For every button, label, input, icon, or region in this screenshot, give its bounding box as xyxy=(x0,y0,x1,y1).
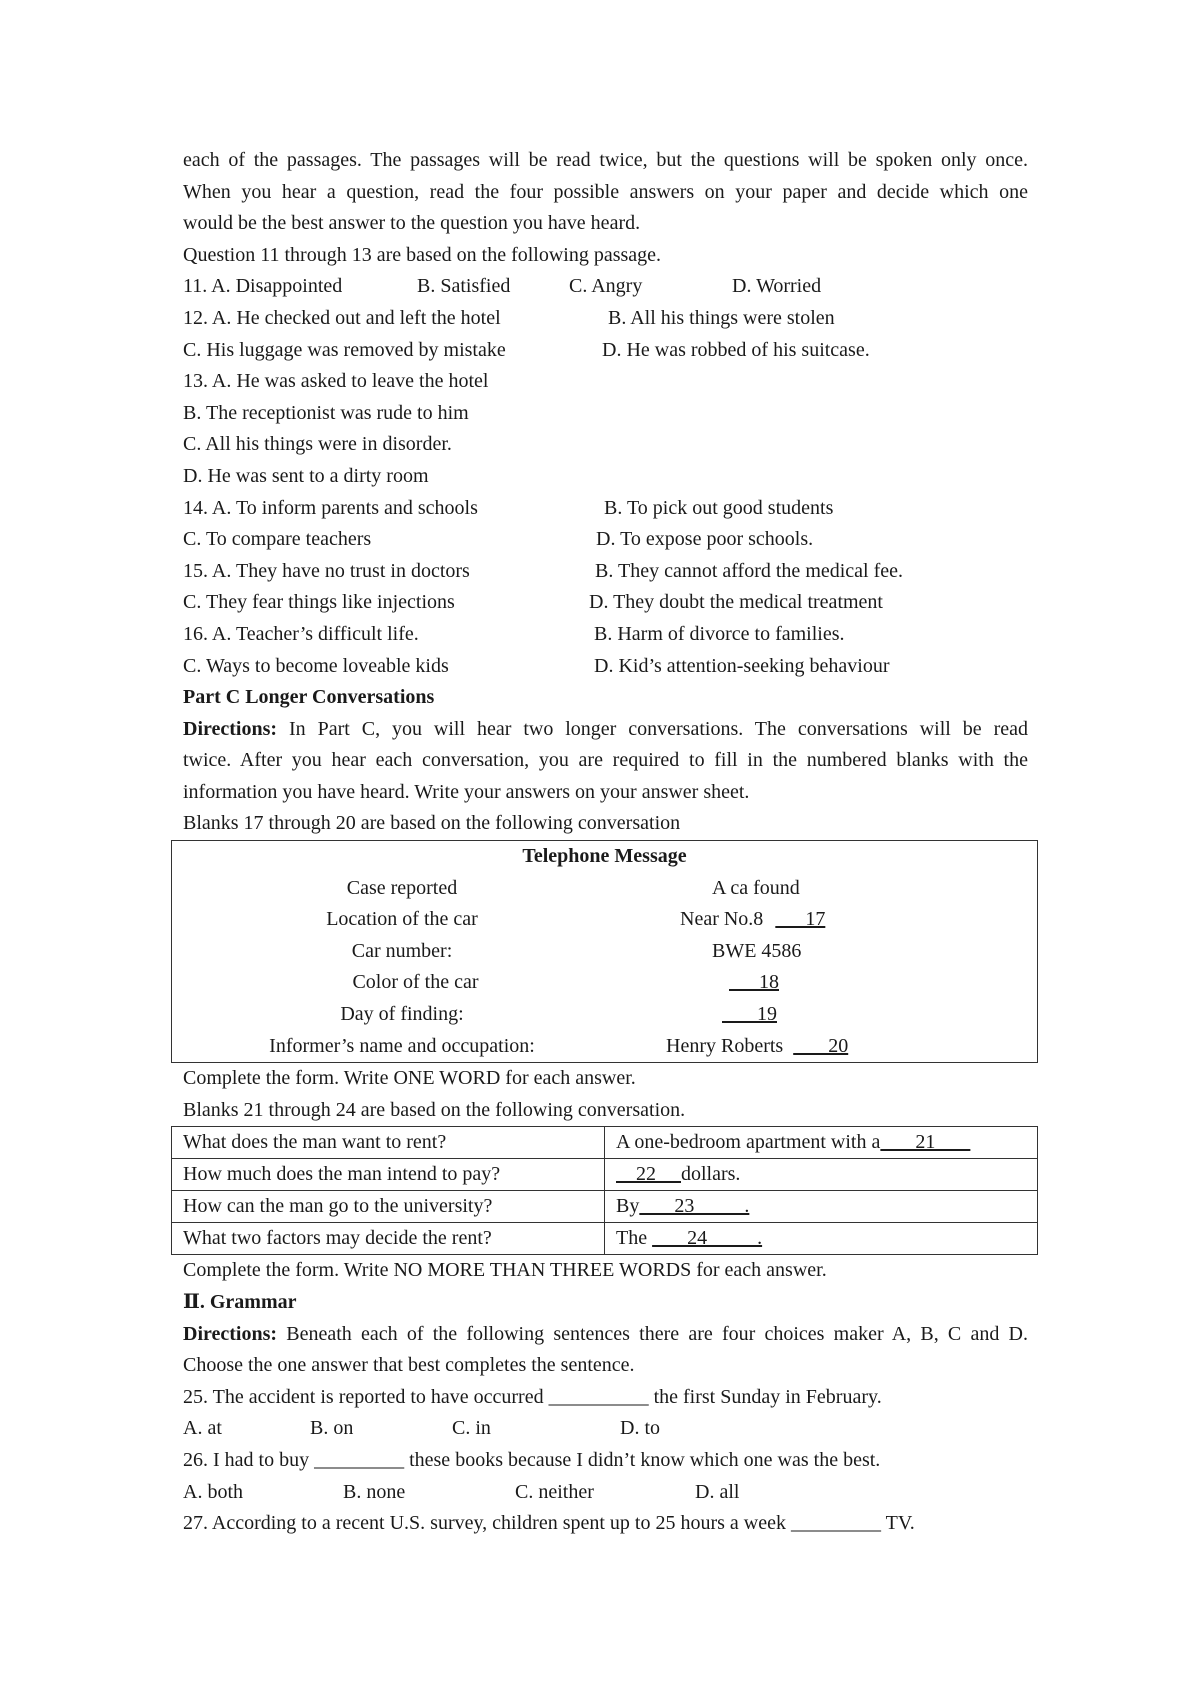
q13-option-a: 13. A. He was asked to leave the hotel xyxy=(183,370,489,393)
q12-option-a: 12. A. He checked out and left the hotel xyxy=(183,306,501,329)
question-27: 27. According to a recent U.S. survey, children spent up to 25 hours a week _________ TV. xyxy=(183,1512,915,1535)
q11-option-c: C. Angry xyxy=(569,275,643,298)
rent-question-pay: How much does the man intend to pay? xyxy=(172,1159,605,1191)
q13-option-d: D. He was sent to a dirty room xyxy=(183,464,429,487)
q15-option-c: C. They fear things like injections xyxy=(183,591,455,614)
blanks-17-20-intro: Blanks 17 through 20 are based on the following conversation xyxy=(183,812,681,835)
question-15-row-1 xyxy=(183,556,1028,588)
rent-row-factors xyxy=(172,1223,1038,1255)
rent-row-pay xyxy=(172,1159,1038,1191)
blank-17: 17 xyxy=(775,908,826,931)
question-15-row-2 xyxy=(183,587,1028,619)
tel-label-color: Color of the car xyxy=(352,971,479,994)
tel-row-informer xyxy=(172,1031,1038,1063)
tel-value-case: A ca found xyxy=(712,876,800,899)
rent-question-factors: What two factors may decide the rent? xyxy=(172,1223,605,1255)
question-12-row-1 xyxy=(183,303,1028,335)
blank-22: 22 xyxy=(616,1163,681,1186)
rent-form xyxy=(171,1126,1038,1255)
tel-label-case: Case reported xyxy=(346,876,458,899)
blank-24: 24 . xyxy=(652,1227,763,1250)
form-1-note: Complete the form. Write ONE WORD for each answer. xyxy=(183,1067,636,1090)
q26-option-c: C. neither xyxy=(515,1480,594,1503)
intro-line-2: When you hear a question, read the four possible answers on your paper and decide which one xyxy=(183,180,1028,203)
question-26: 26. I had to buy _________ these books because I didn’t know which one was the best. xyxy=(183,1448,881,1471)
q14-option-b: B. To pick out good students xyxy=(604,496,834,519)
rent-answer-factors-text: The xyxy=(616,1227,653,1250)
tel-row-day xyxy=(172,999,1038,1031)
grammar-heading: Ⅱ. Grammar xyxy=(183,1291,297,1313)
question-14-row-2 xyxy=(183,524,1028,556)
q14-option-a: 14. A. To inform parents and schools xyxy=(183,496,478,519)
q16-option-d: D. Kid’s attention-seeking behaviour xyxy=(594,654,890,677)
q26-option-d: D. all xyxy=(695,1480,740,1503)
q16-option-c: C. Ways to become loveable kids xyxy=(183,654,449,677)
grammar-directions-label: Directions: xyxy=(183,1322,278,1345)
part-c-directions-line-2: twice. After you hear each conversation, you are required to fill in the numbered blanks with the xyxy=(183,749,1028,772)
q13-option-c: C. All his things were in disorder. xyxy=(183,433,452,456)
part-c-directions-label: Directions: xyxy=(183,717,278,740)
q14-option-d: D. To expose poor schools. xyxy=(596,528,814,551)
tel-value-informer: Henry Roberts xyxy=(666,1034,784,1057)
grammar-directions-text-1: Beneath each of the following sentences there are four choices maker A, B, C and D. xyxy=(277,1322,1028,1345)
tel-label-day: Day of finding: xyxy=(340,1003,464,1026)
q26-option-a: A. both xyxy=(183,1480,243,1503)
rent-question-apartment: What does the man want to rent? xyxy=(172,1127,605,1159)
q16-option-a: 16. A. Teacher’s difficult life. xyxy=(183,622,419,645)
grammar-directions-line-1 xyxy=(183,1319,1028,1351)
rent-answer-apartment-text: A one-bedroom apartment with a xyxy=(616,1131,881,1154)
rent-row-apartment xyxy=(172,1127,1038,1159)
tel-label-car-number: Car number: xyxy=(351,939,453,962)
q16-option-b: B. Harm of divorce to families. xyxy=(594,622,845,645)
passage-intro: Question 11 through 13 are based on the following passage. xyxy=(183,243,662,266)
rent-question-transport: How can the man go to the university? xyxy=(172,1191,605,1223)
tel-row-case xyxy=(172,873,1038,905)
question-25: 25. The accident is reported to have occurred __________ the first Sunday in February. xyxy=(183,1385,882,1408)
q12-option-b: B. All his things were stolen xyxy=(608,306,835,329)
tel-label-location: Location of the car xyxy=(326,908,478,931)
q12-option-c: C. His luggage was removed by mistake xyxy=(183,338,506,361)
part-c-directions-line-3: information you have heard. Write your answers on your answer sheet. xyxy=(183,780,750,803)
question-16-row-2 xyxy=(183,651,1028,683)
rent-answer-transport-text: By xyxy=(616,1195,640,1218)
rent-row-transport xyxy=(172,1191,1038,1223)
blank-19: 19 xyxy=(722,1003,777,1026)
q25-option-a: A. at xyxy=(183,1417,222,1440)
blank-20: 20 xyxy=(793,1034,849,1057)
question-16-row-1 xyxy=(183,619,1028,651)
part-c-directions-line-1 xyxy=(183,714,1028,746)
q25-option-b: B. on xyxy=(310,1417,354,1440)
question-26-options xyxy=(183,1477,1028,1509)
q11-option-a: 11. A. Disappointed xyxy=(183,275,343,298)
intro-line-3: would be the best answer to the question you have heard. xyxy=(183,212,641,235)
q12-option-d: D. He was robbed of his suitcase. xyxy=(602,338,870,361)
q14-option-c: C. To compare teachers xyxy=(183,528,372,551)
grammar-directions-line-2: Choose the one answer that best completes the sentence. xyxy=(183,1354,635,1377)
telephone-message-form xyxy=(171,840,1038,1063)
q15-option-a: 15. A. They have no trust in doctors xyxy=(183,559,470,582)
question-12-row-2 xyxy=(183,335,1028,367)
blank-23: 23 . xyxy=(639,1195,750,1218)
blank-21: 21 xyxy=(880,1131,971,1154)
tel-row-car-number xyxy=(172,936,1038,968)
intro-line-1: each of the passages. The passages will be read twice, but the questions will be spoken only once. xyxy=(183,149,1028,171)
q13-option-b: B. The receptionist was rude to him xyxy=(183,401,469,424)
q11-option-d: D. Worried xyxy=(732,275,822,298)
telephone-message-title: Telephone Message xyxy=(522,845,687,868)
exam-page xyxy=(183,145,1028,1540)
q11-option-b: B. Satisfied xyxy=(417,275,511,298)
blank-18: 18 xyxy=(729,971,779,994)
q15-option-d: D. They doubt the medical treatment xyxy=(589,591,883,614)
rent-answer-pay-text: dollars. xyxy=(681,1163,741,1186)
tel-row-color xyxy=(172,967,1038,999)
question-25-options xyxy=(183,1413,1028,1445)
question-14-row-1 xyxy=(183,493,1028,525)
tel-value-car-number: BWE 4586 xyxy=(712,939,802,962)
part-c-directions-text-1: In Part C, you will hear two longer conversations. The conversations will be read xyxy=(277,717,1028,740)
q25-option-c: C. in xyxy=(452,1417,491,1440)
q25-option-d: D. to xyxy=(620,1417,660,1440)
tel-value-location: Near No.8 xyxy=(680,908,764,931)
tel-row-location xyxy=(172,904,1038,936)
form-2-note: Complete the form. Write NO MORE THAN THREE WORDS for each answer. xyxy=(183,1259,827,1282)
blanks-21-24-intro: Blanks 21 through 24 are based on the following conversation. xyxy=(183,1098,686,1121)
q26-option-b: B. none xyxy=(343,1480,406,1503)
part-c-heading: Part C Longer Conversations xyxy=(183,686,435,709)
tel-label-informer: Informer’s name and occupation: xyxy=(269,1034,535,1057)
q15-option-b: B. They cannot afford the medical fee. xyxy=(595,559,904,582)
question-11 xyxy=(183,271,1028,303)
